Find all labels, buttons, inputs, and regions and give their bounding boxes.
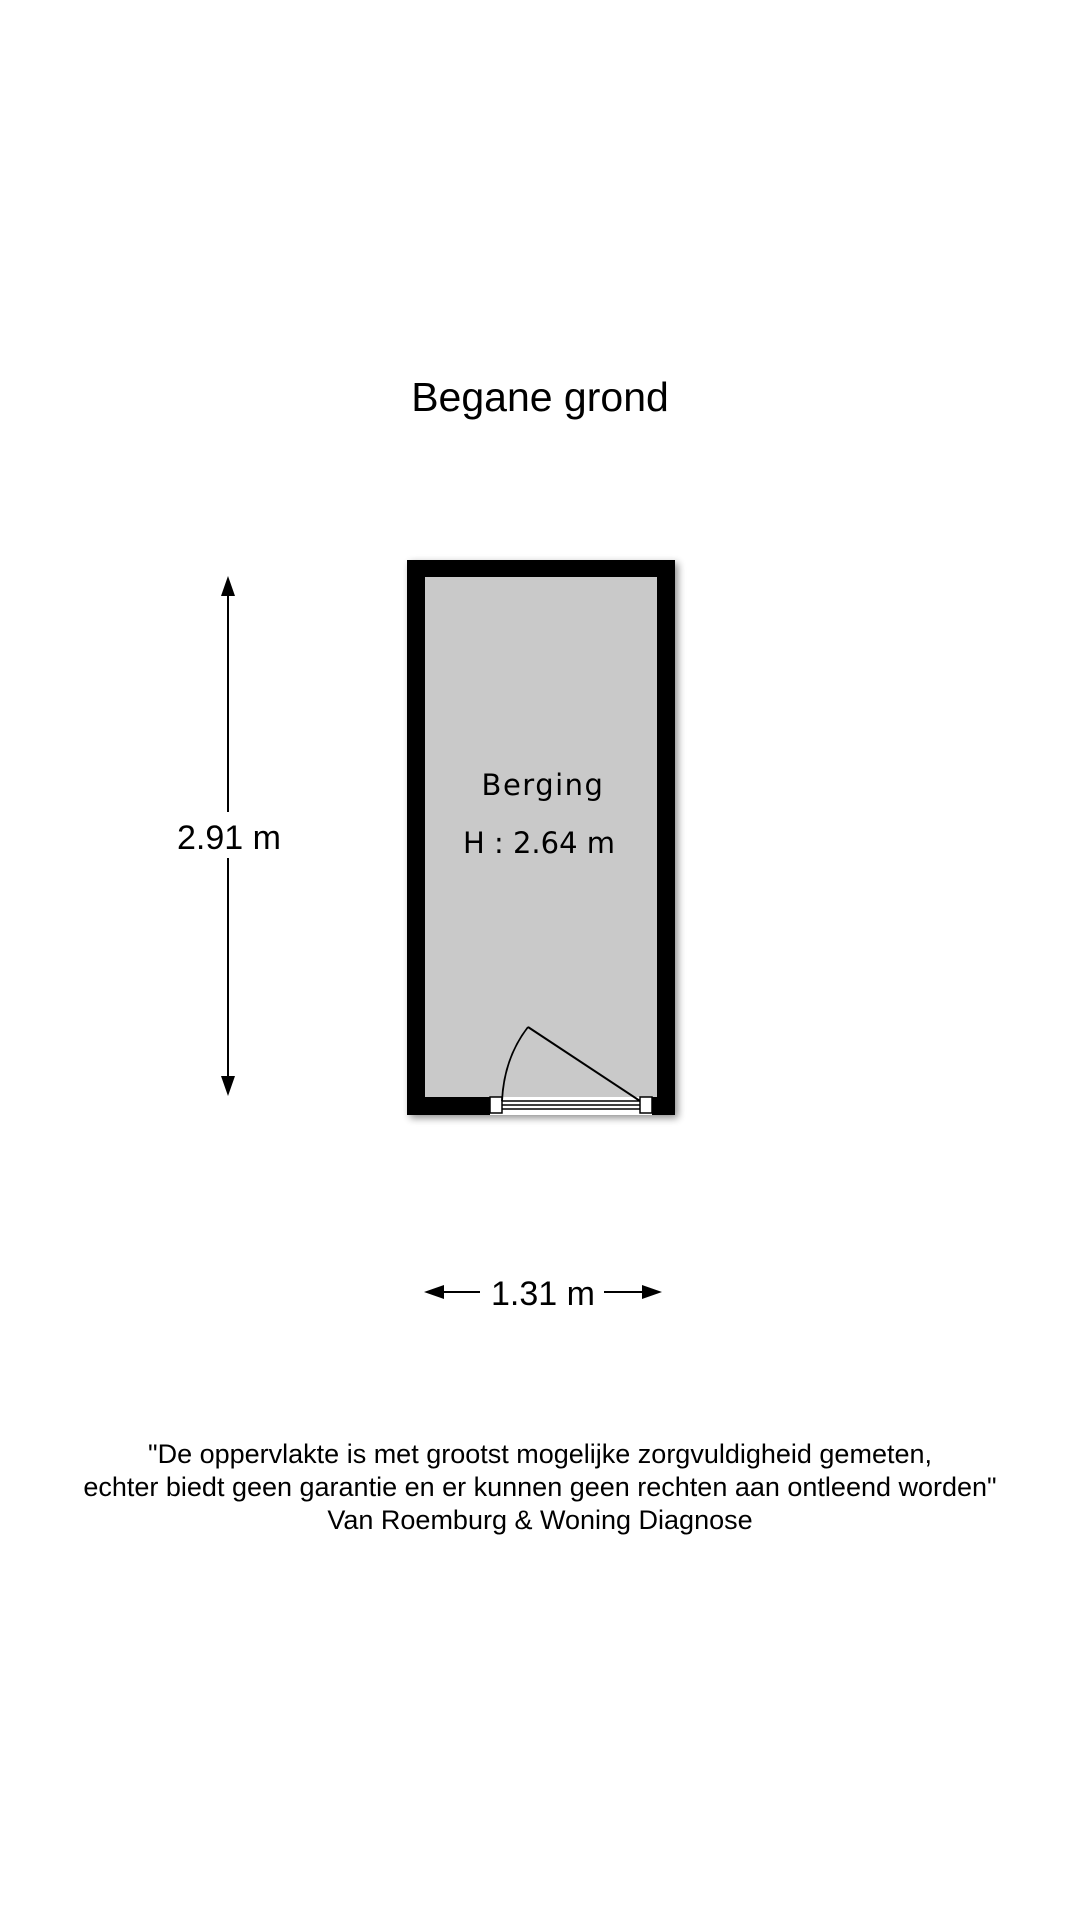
room-height: H : 2.64 m xyxy=(462,826,616,860)
vertical-dimension-label: 2.91 m xyxy=(177,819,281,857)
horizontal-dimension xyxy=(424,1275,662,1313)
door-jamb-left xyxy=(490,1097,502,1113)
arrow-down-icon xyxy=(221,1076,235,1096)
arrow-right-icon xyxy=(642,1285,662,1299)
door-opening xyxy=(490,1097,652,1115)
floor-title: Begane grond xyxy=(411,374,669,420)
disclaimer-line-2: echter biedt geen garantie en er kunnen geen rechten aan ontleend worden" xyxy=(83,1472,997,1502)
vertical-dimension xyxy=(177,576,281,1096)
door-jamb-right xyxy=(640,1097,652,1113)
arrow-left-icon xyxy=(424,1285,444,1299)
disclaimer-line-3: Van Roemburg & Woning Diagnose xyxy=(327,1505,753,1535)
room-name: Berging xyxy=(481,768,605,802)
horizontal-dimension-label: 1.31 m xyxy=(491,1275,595,1313)
arrow-up-icon xyxy=(221,576,235,596)
disclaimer xyxy=(0,1438,1080,1537)
disclaimer-line-1: "De oppervlakte is met grootst mogelijke zorgvuldigheid gemeten, xyxy=(148,1439,932,1469)
